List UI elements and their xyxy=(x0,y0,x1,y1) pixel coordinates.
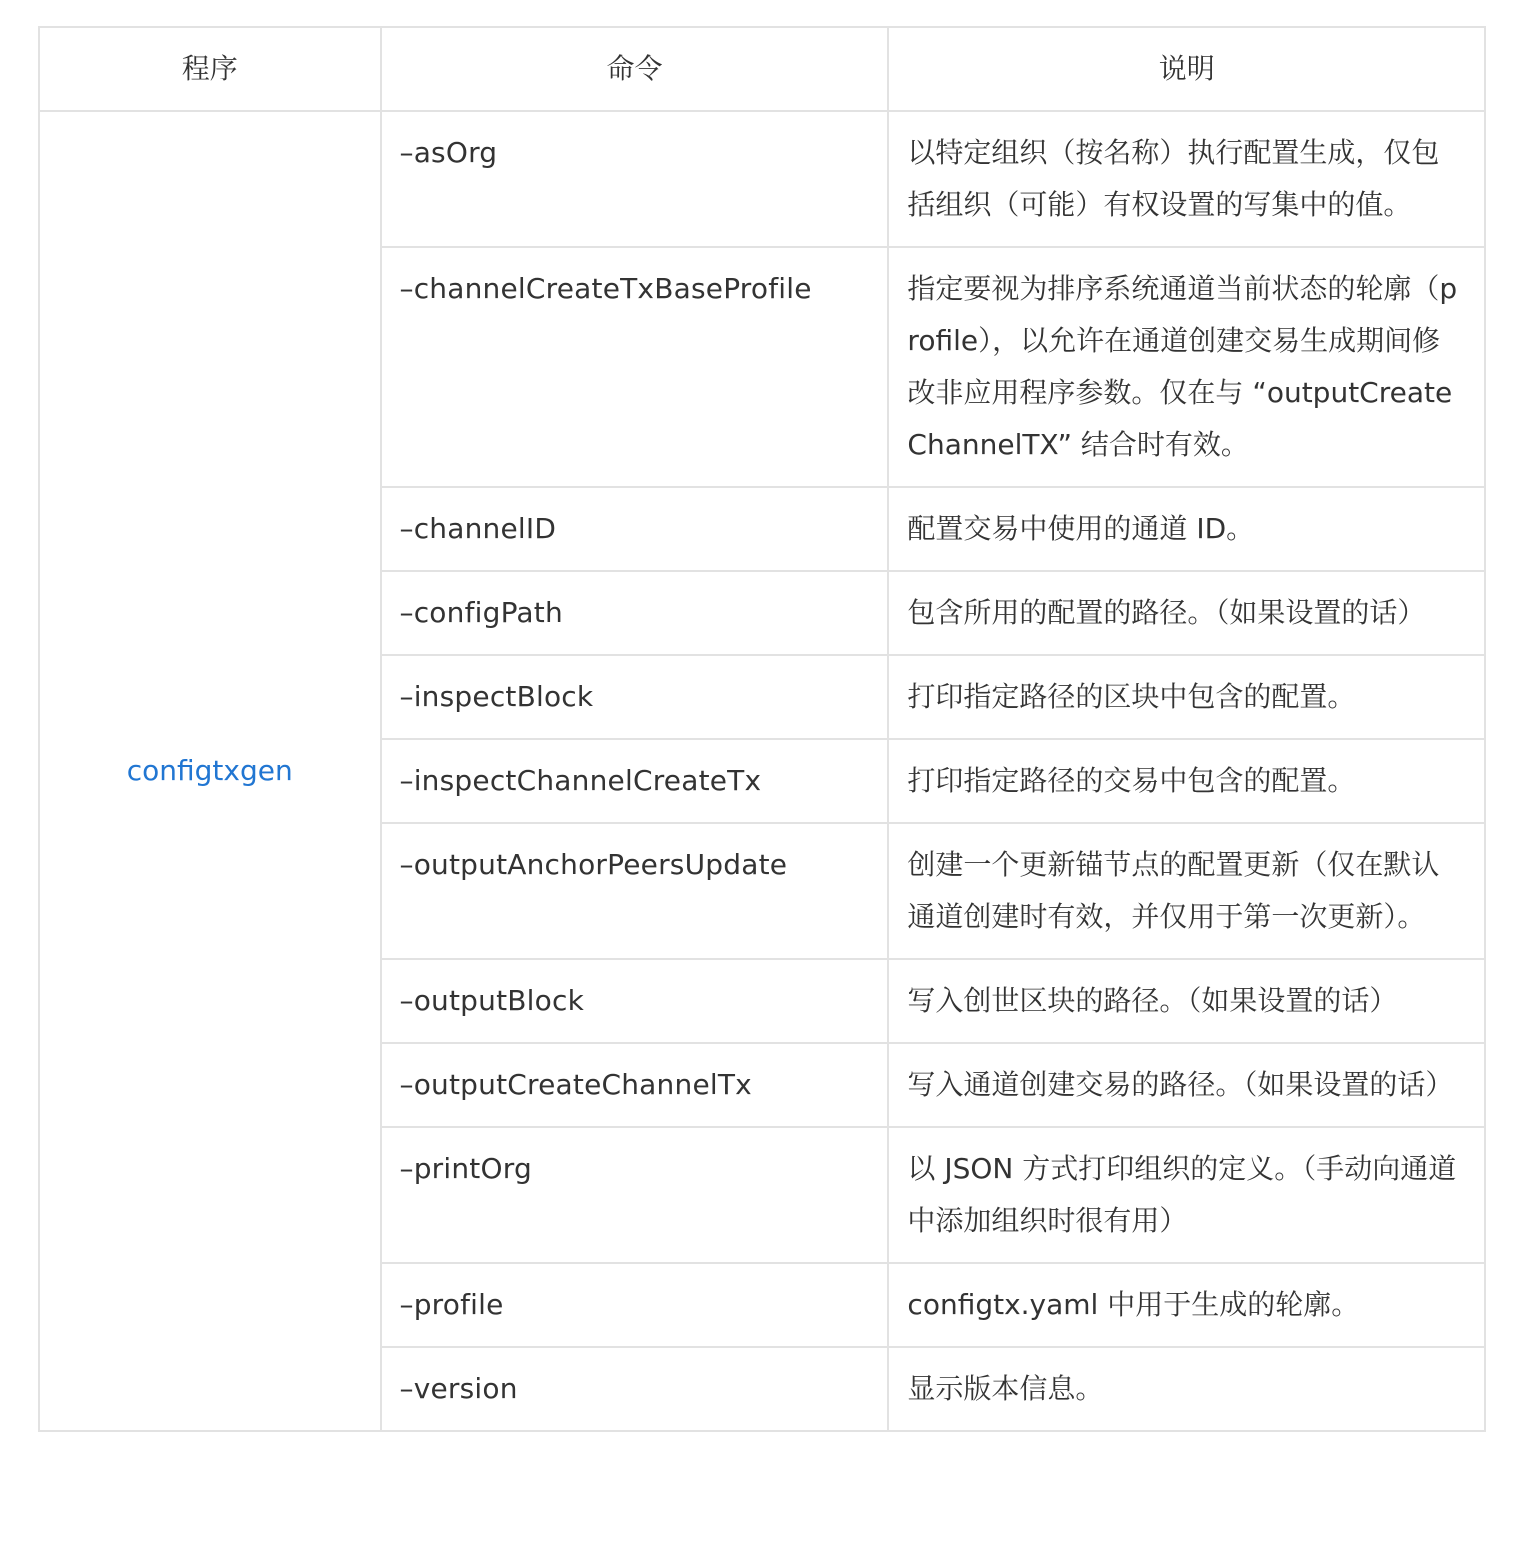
command-cell: –asOrg xyxy=(381,111,889,247)
header-program: 程序 xyxy=(39,27,381,111)
program-cell xyxy=(39,111,381,1431)
program-link-configtxgen[interactable]: configtxgen xyxy=(126,754,293,787)
header-row xyxy=(39,27,1485,111)
command-cell: –outputBlock xyxy=(381,959,889,1043)
description-cell: 显示版本信息。 xyxy=(888,1347,1485,1431)
table-body xyxy=(39,111,1485,1431)
description-cell: configtx.yaml 中用于生成的轮廓。 xyxy=(888,1263,1485,1347)
command-cell: –outputAnchorPeersUpdate xyxy=(381,823,889,959)
description-cell: 写入通道创建交易的路径。（如果设置的话） xyxy=(888,1043,1485,1127)
command-cell: –configPath xyxy=(381,571,889,655)
command-cell: –inspectChannelCreateTx xyxy=(381,739,889,823)
description-cell: 以 JSON 方式打印组织的定义。（手动向通道中添加组织时很有用） xyxy=(888,1127,1485,1263)
description-cell: 指定要视为排序系统通道当前状态的轮廓（profile），以允许在通道创建交易生成期间修改非应用程序参数。仅在与 “outputCreateChannelTX” 结合时有效。 xyxy=(888,247,1485,487)
description-cell: 以特定组织（按名称）执行配置生成，仅包括组织（可能）有权设置的写集中的值。 xyxy=(888,111,1485,247)
header-description: 说明 xyxy=(888,27,1485,111)
description-cell: 打印指定路径的交易中包含的配置。 xyxy=(888,739,1485,823)
description-cell: 配置交易中使用的通道 ID。 xyxy=(888,487,1485,571)
description-cell: 创建一个更新锚节点的配置更新（仅在默认通道创建时有效，并仅用于第一次更新）。 xyxy=(888,823,1485,959)
description-cell: 包含所用的配置的路径。（如果设置的话） xyxy=(888,571,1485,655)
command-cell: –inspectBlock xyxy=(381,655,889,739)
command-cell: –channelCreateTxBaseProfile xyxy=(381,247,889,487)
command-cell: –outputCreateChannelTx xyxy=(381,1043,889,1127)
command-table xyxy=(38,26,1486,1432)
table-header xyxy=(39,27,1485,111)
description-cell: 打印指定路径的区块中包含的配置。 xyxy=(888,655,1485,739)
table-row xyxy=(39,111,1485,247)
header-command: 命令 xyxy=(381,27,889,111)
command-cell: –profile xyxy=(381,1263,889,1347)
command-cell: –version xyxy=(381,1347,889,1431)
description-cell: 写入创世区块的路径。（如果设置的话） xyxy=(888,959,1485,1043)
command-cell: –channelID xyxy=(381,487,889,571)
command-cell: –printOrg xyxy=(381,1127,889,1263)
